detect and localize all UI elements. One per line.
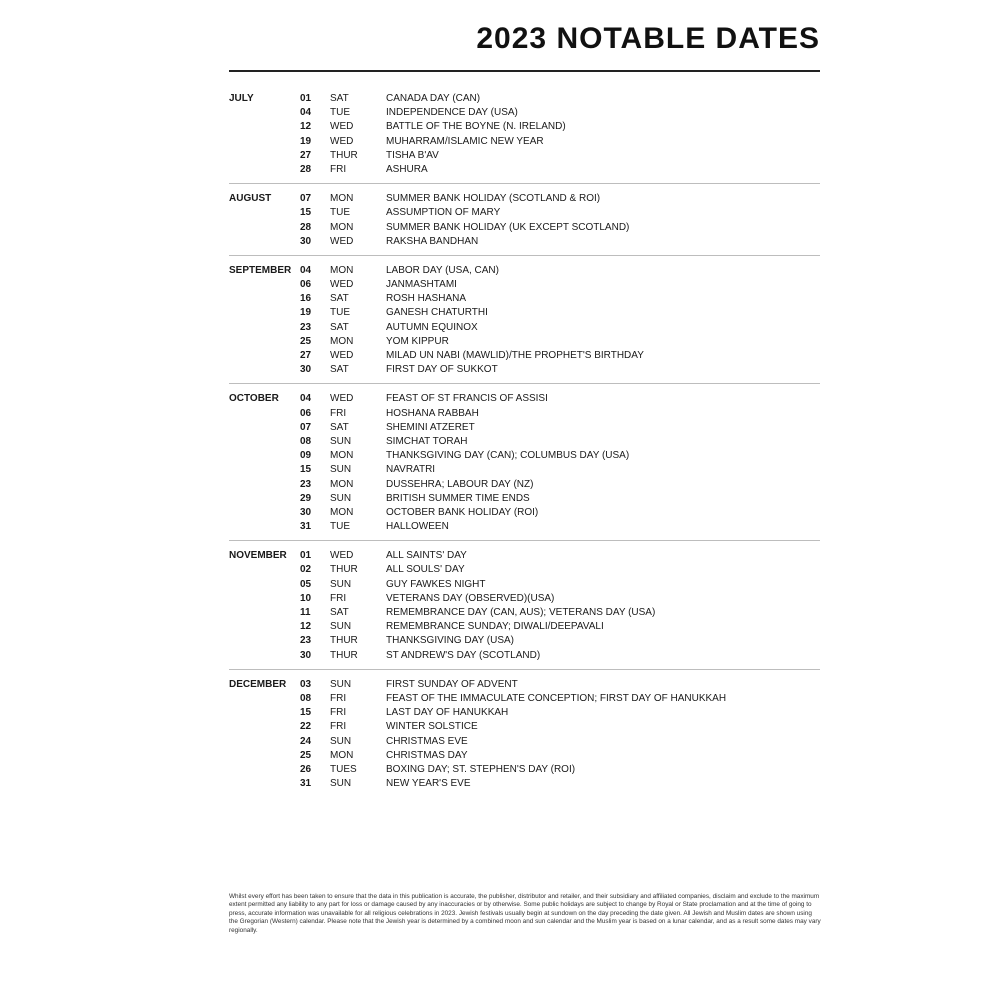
date-day: 04	[300, 107, 312, 119]
date-event: SUMMER BANK HOLIDAY (SCOTLAND & ROI)	[386, 193, 601, 205]
date-weekday: SAT	[330, 421, 349, 433]
date-row	[229, 120, 820, 134]
date-day: 15	[300, 464, 312, 476]
date-day: 04	[300, 264, 312, 276]
date-day: 30	[300, 235, 312, 247]
date-day: 03	[300, 678, 312, 690]
date-day: 30	[300, 649, 312, 661]
title-divider	[229, 70, 820, 72]
date-day: 26	[300, 763, 312, 775]
date-day: 12	[300, 121, 312, 133]
date-day: 08	[300, 692, 312, 704]
date-row	[229, 692, 820, 706]
date-day: 09	[300, 450, 312, 462]
date-day: 23	[300, 321, 312, 333]
date-day: 24	[300, 735, 312, 747]
date-day: 05	[300, 578, 312, 590]
date-row	[229, 606, 820, 620]
date-event: BRITISH SUMMER TIME ENDS	[386, 492, 530, 504]
date-day: 01	[300, 93, 312, 104]
date-event: HALLOWEEN	[386, 521, 449, 533]
date-row	[229, 264, 820, 278]
date-event: LABOR DAY (USA, CAN)	[386, 264, 499, 276]
date-row	[229, 163, 820, 177]
date-event: REMEMBRANCE SUNDAY; DIWALI/DEEPAVALI	[386, 621, 604, 633]
month-section-december	[229, 678, 820, 798]
date-day: 04	[300, 393, 312, 405]
date-row	[229, 678, 820, 692]
date-event: JANMASHTAMI	[386, 279, 457, 291]
date-weekday: TUE	[330, 521, 350, 533]
date-weekday: WED	[330, 350, 354, 361]
month-name: OCTOBER	[229, 393, 279, 405]
date-event: CHRISTMAS EVE	[386, 735, 468, 747]
date-event: CANADA DAY (CAN)	[386, 93, 481, 104]
date-weekday: WED	[330, 121, 354, 133]
date-day: 11	[300, 607, 311, 618]
date-row	[229, 520, 820, 534]
date-event: SIMCHAT TORAH	[386, 435, 468, 447]
date-event: GANESH CHATURTHI	[386, 307, 488, 319]
date-day: 27	[300, 350, 312, 361]
date-event: FIRST DAY OF SUKKOT	[386, 364, 498, 376]
date-row	[229, 735, 820, 749]
date-weekday: FRI	[330, 692, 347, 704]
date-day: 15	[300, 207, 312, 219]
date-weekday: SAT	[330, 364, 349, 376]
date-weekday: WED	[330, 135, 354, 147]
date-weekday: SUN	[330, 492, 352, 504]
date-row	[229, 634, 820, 648]
date-day: 28	[300, 221, 312, 233]
date-event: FEAST OF ST FRANCIS OF ASSISI	[386, 393, 548, 405]
date-day: 31	[300, 521, 312, 533]
date-weekday: SAT	[330, 93, 349, 104]
date-day: 16	[300, 293, 312, 305]
date-day: 01	[300, 550, 312, 562]
disclaimer-text: Whilst every effort has been taken to ensure that the data in this publication is accurate, the publisher, distributor and retailer, and their subsidiary and affiliated companies, disclaim and exclude to the maximum extent permitted any liability to any part for loss or damage caused by any inaccuracies or by otherwise. Some public holidays are subject to change by Royal or State proclamation and at the time of going to press, accurate information was unavailable for all religious celebrations in 2023. Jewish festivals usually begin at sundown on the day preceding the date given. All Jewish and Muslim dates are shown using the Gregorian (Western) calendar. Please note that the Jewish year is determined by a combined moon and sun calendar and the Muslim year is based on a lunar calendar, and as a result some dates may vary regionally.	[229, 893, 821, 934]
date-event: SUMMER BANK HOLIDAY (UK EXCEPT SCOTLAND)	[386, 221, 630, 233]
date-day: 07	[300, 421, 312, 433]
date-day: 31	[300, 778, 312, 790]
date-row	[229, 349, 820, 363]
date-row	[229, 321, 820, 335]
date-weekday: SUN	[330, 464, 352, 476]
date-row	[229, 192, 820, 206]
date-weekday: MON	[330, 450, 354, 462]
date-event: LAST DAY OF HANUKKAH	[386, 707, 509, 719]
date-row	[229, 106, 820, 120]
date-row	[229, 92, 820, 106]
date-day: 06	[300, 279, 312, 291]
date-day: 29	[300, 492, 312, 504]
date-event: DUSSEHRA; LABOUR DAY (NZ)	[386, 478, 534, 490]
date-row	[229, 221, 820, 235]
date-row	[229, 449, 820, 463]
date-weekday: FRI	[330, 707, 347, 719]
month-name: SEPTEMBER	[229, 264, 292, 276]
date-day: 12	[300, 621, 312, 633]
date-day: 10	[300, 592, 312, 604]
date-row	[229, 777, 820, 791]
date-event: RAKSHA BANDHAN	[386, 235, 479, 247]
date-event: HOSHANA RABBAH	[386, 407, 479, 419]
date-weekday: FRI	[330, 407, 347, 419]
date-weekday: SUN	[330, 735, 352, 747]
date-weekday: FRI	[330, 163, 347, 175]
month-section-october	[229, 392, 820, 541]
date-day: 22	[300, 721, 312, 733]
date-event: VETERANS DAY (OBSERVED)(USA)	[386, 592, 555, 604]
date-row	[229, 492, 820, 506]
date-weekday: MON	[330, 335, 354, 347]
date-event: MUHARRAM/ISLAMIC NEW YEAR	[386, 135, 544, 147]
date-weekday: SUN	[330, 778, 352, 790]
date-row	[229, 306, 820, 320]
date-event: CHRISTMAS DAY	[386, 749, 468, 761]
date-day: 08	[300, 435, 312, 447]
date-row	[229, 435, 820, 449]
date-row	[229, 506, 820, 520]
date-row	[229, 749, 820, 763]
date-weekday: MON	[330, 506, 354, 518]
date-row	[229, 592, 820, 606]
date-day: 23	[300, 635, 312, 647]
date-row	[229, 763, 820, 777]
date-weekday: SUN	[330, 435, 352, 447]
date-event: GUY FAWKES NIGHT	[386, 578, 486, 590]
date-event: INDEPENDENCE DAY (USA)	[386, 107, 518, 119]
date-row	[229, 421, 820, 435]
date-day: 02	[300, 564, 312, 576]
date-event: ROSH HASHANA	[386, 293, 467, 305]
date-weekday: THUR	[330, 649, 358, 661]
date-row	[229, 463, 820, 477]
date-event: FEAST OF THE IMMACULATE CONCEPTION; FIRST DAY OF HANUKKAH	[386, 692, 727, 704]
date-row	[229, 706, 820, 720]
date-weekday: SUN	[330, 678, 352, 690]
date-weekday: MON	[330, 264, 354, 276]
date-row	[229, 206, 820, 220]
date-event: THANKSGIVING DAY (CAN); COLUMBUS DAY (USA)	[386, 450, 630, 462]
date-day: 23	[300, 478, 312, 490]
month-name: AUGUST	[229, 193, 272, 205]
date-event: TISHA B'AV	[386, 149, 439, 161]
date-weekday: SAT	[330, 293, 349, 305]
date-row	[229, 649, 820, 663]
date-weekday: THUR	[330, 564, 358, 576]
date-weekday: WED	[330, 279, 354, 291]
date-row	[229, 392, 820, 406]
date-event: AUTUMN EQUINOX	[386, 321, 478, 333]
date-day: 07	[300, 193, 312, 205]
date-row	[229, 235, 820, 249]
date-event: ASHURA	[386, 163, 428, 175]
date-event: YOM KIPPUR	[386, 335, 449, 347]
date-weekday: SAT	[330, 607, 349, 618]
date-event: ALL SOULS' DAY	[386, 564, 465, 576]
date-weekday: MON	[330, 221, 354, 233]
date-row	[229, 149, 820, 163]
date-event: ST ANDREW'S DAY (SCOTLAND)	[386, 649, 541, 661]
month-section-july	[229, 92, 820, 184]
date-weekday: FRI	[330, 592, 347, 604]
date-day: 25	[300, 335, 312, 347]
date-weekday: SUN	[330, 578, 352, 590]
date-day: 27	[300, 149, 312, 161]
date-row	[229, 620, 820, 634]
date-event: OCTOBER BANK HOLIDAY (ROI)	[386, 506, 539, 518]
date-event: THANKSGIVING DAY (USA)	[386, 635, 514, 647]
date-event: NAVRATRI	[386, 464, 436, 476]
date-weekday: WED	[330, 235, 354, 247]
date-row	[229, 292, 820, 306]
months-list	[229, 92, 820, 805]
date-weekday: WED	[330, 550, 354, 562]
date-day: 28	[300, 163, 312, 175]
date-row	[229, 135, 820, 149]
date-day: 25	[300, 749, 312, 761]
date-event: FIRST SUNDAY OF ADVENT	[386, 678, 518, 690]
page-title: 2023 NOTABLE DATES	[476, 22, 820, 55]
date-weekday: MON	[330, 478, 354, 490]
date-weekday: TUE	[330, 207, 350, 219]
date-row	[229, 478, 820, 492]
date-row	[229, 335, 820, 349]
month-section-september	[229, 264, 820, 385]
date-day: 30	[300, 506, 312, 518]
month-section-november	[229, 549, 820, 670]
date-row	[229, 720, 820, 734]
date-event: MILAD UN NABI (MAWLID)/THE PROPHET'S BIRTHDAY	[386, 350, 644, 361]
date-weekday: TUES	[330, 763, 357, 775]
date-row	[229, 278, 820, 292]
date-row	[229, 363, 820, 377]
date-weekday: MON	[330, 193, 354, 205]
date-event: ASSUMPTION OF MARY	[386, 207, 501, 219]
date-weekday: THUR	[330, 635, 358, 647]
date-event: REMEMBRANCE DAY (CAN, AUS); VETERANS DAY (USA)	[386, 607, 656, 618]
date-row	[229, 407, 820, 421]
month-section-august	[229, 192, 820, 256]
date-event: WINTER SOLSTICE	[386, 721, 478, 733]
date-day: 30	[300, 364, 312, 376]
date-event: BOXING DAY; ST. STEPHEN'S DAY (ROI)	[386, 763, 576, 775]
date-weekday: WED	[330, 393, 354, 405]
date-weekday: TUE	[330, 107, 350, 119]
date-day: 06	[300, 407, 312, 419]
date-weekday: SAT	[330, 321, 349, 333]
date-day: 19	[300, 135, 312, 147]
month-name: NOVEMBER	[229, 550, 287, 562]
date-event: SHEMINI ATZERET	[386, 421, 475, 433]
date-row	[229, 578, 820, 592]
month-name: DECEMBER	[229, 678, 287, 690]
date-weekday: THUR	[330, 149, 358, 161]
month-name: JULY	[229, 93, 254, 104]
date-weekday: SUN	[330, 621, 352, 633]
date-day: 19	[300, 307, 312, 319]
date-event: NEW YEAR'S EVE	[386, 778, 471, 790]
date-row	[229, 549, 820, 563]
date-weekday: TUE	[330, 307, 350, 319]
date-day: 15	[300, 707, 312, 719]
date-row	[229, 563, 820, 577]
date-weekday: MON	[330, 749, 354, 761]
date-event: ALL SAINTS' DAY	[386, 550, 467, 562]
date-event: BATTLE OF THE BOYNE (N. IRELAND)	[386, 121, 566, 133]
date-weekday: FRI	[330, 721, 347, 733]
